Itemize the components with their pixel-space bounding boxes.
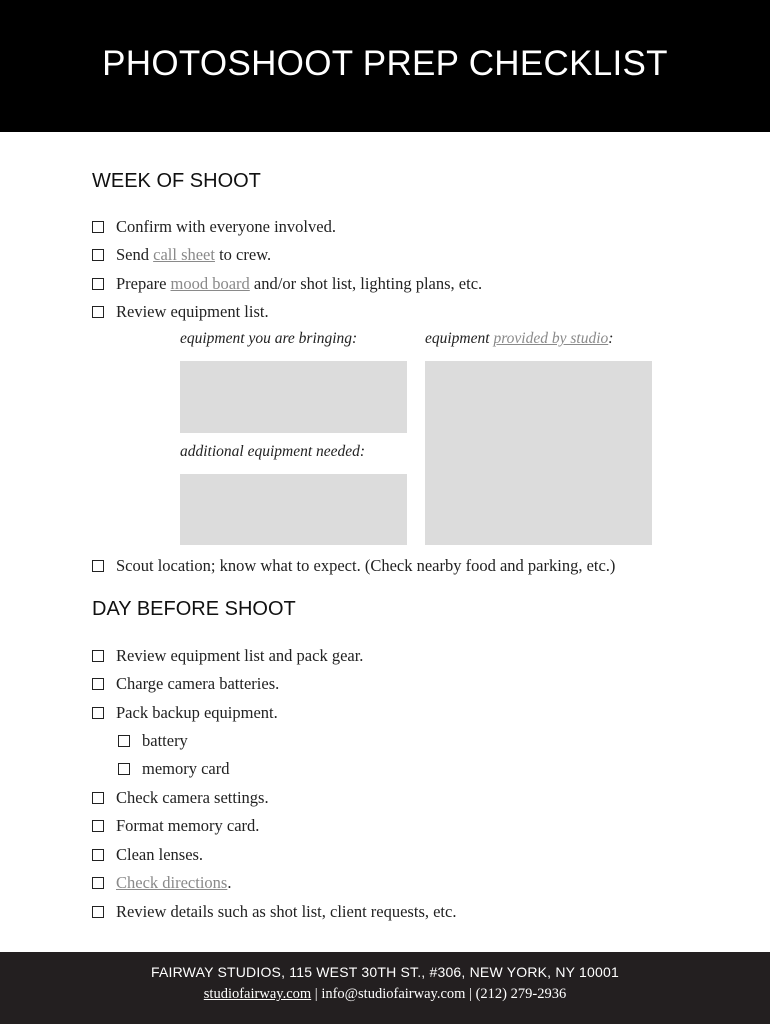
item-label: battery [142,731,188,750]
item-label: Check camera settings. [116,788,269,807]
equipment-bringing-field[interactable] [180,361,407,433]
item-label: Clean lenses. [116,845,204,864]
item-label: Scout location; know what to expect. (Check nearby food and parking, etc.) [116,556,616,575]
checkbox[interactable] [92,278,104,290]
checklist-item-review-equipment [92,300,269,324]
checklist-item-pack-backup [92,701,278,725]
additional-equipment-label: additional equipment needed: [180,443,366,460]
checklist-item-prepare-mood-board [92,272,482,296]
equipment-studio-field[interactable] [425,361,652,545]
item-label: Review equipment list. [116,302,269,321]
checklist-item-scout-location [92,554,615,578]
footer-address: FAIRWAY STUDIOS, 115 WEST 30TH ST., #306, NEW YORK, NY 10001 [151,964,619,980]
checkbox[interactable] [92,877,104,889]
item-label-suffix: to crew. [214,245,272,264]
separator: | [311,986,322,1002]
checklist-subitem-memory-card [118,757,230,781]
checkbox[interactable] [92,792,104,804]
checklist-subitem-battery [118,729,188,753]
checkbox[interactable] [92,650,104,662]
email-text[interactable]: info@studiofairway.com [321,986,466,1002]
item-label-prefix: Send [116,245,154,264]
phone-text: (212) 279-2936 [475,986,567,1002]
separator: | [465,986,476,1002]
item-label-suffix: and/or shot list, lighting plans, etc. [249,274,483,293]
page-title: PHOTOSHOOT PREP CHECKLIST [102,44,668,83]
footer [0,952,770,1024]
checkbox[interactable] [118,763,130,775]
checklist-item-review-details [92,900,456,924]
header-banner [0,0,770,132]
equipment-bringing-label: equipment you are bringing: [180,330,358,347]
checkbox[interactable] [92,678,104,690]
equipment-studio-label [425,330,613,348]
item-label: Charge camera batteries. [116,674,280,693]
label-suffix: : [608,330,614,347]
mood-board-link[interactable]: mood board [170,274,250,293]
checklist-item-check-directions [92,871,231,895]
item-label: Format memory card. [116,816,260,835]
checkbox[interactable] [118,735,130,747]
additional-equipment-field[interactable] [180,474,407,545]
checklist-item-confirm [92,215,336,239]
checkbox[interactable] [92,906,104,918]
checkbox[interactable] [92,306,104,318]
section-heading-day-before: DAY BEFORE SHOOT [92,598,296,620]
item-label: Confirm with everyone involved. [116,217,336,236]
label-prefix: equipment [425,330,494,347]
checklist-item-charge-batteries [92,672,279,696]
checkbox[interactable] [92,707,104,719]
checkbox[interactable] [92,820,104,832]
footer-contact [0,986,770,1003]
checklist-item-send-call-sheet [92,243,271,267]
website-link[interactable]: studiofairway.com [203,986,312,1002]
checklist-item-format-card [92,814,259,838]
checkbox[interactable] [92,560,104,572]
checkbox[interactable] [92,849,104,861]
checkbox[interactable] [92,249,104,261]
item-label: Pack backup equipment. [116,703,278,722]
section-heading-week: WEEK OF SHOOT [92,170,261,192]
item-label: Review details such as shot list, client requests, etc. [116,902,457,921]
checklist-item-camera-settings [92,786,269,810]
check-directions-link[interactable]: Check directions [116,873,228,892]
item-label-suffix: . [227,873,232,892]
item-label: memory card [142,759,230,778]
provided-by-studio-link[interactable]: provided by studio [493,330,609,347]
checklist-item-clean-lenses [92,843,203,867]
item-label-prefix: Prepare [116,274,171,293]
item-label: Review equipment list and pack gear. [116,646,364,665]
call-sheet-link[interactable]: call sheet [153,245,215,264]
checkbox[interactable] [92,221,104,233]
checklist-item-review-pack [92,644,363,668]
